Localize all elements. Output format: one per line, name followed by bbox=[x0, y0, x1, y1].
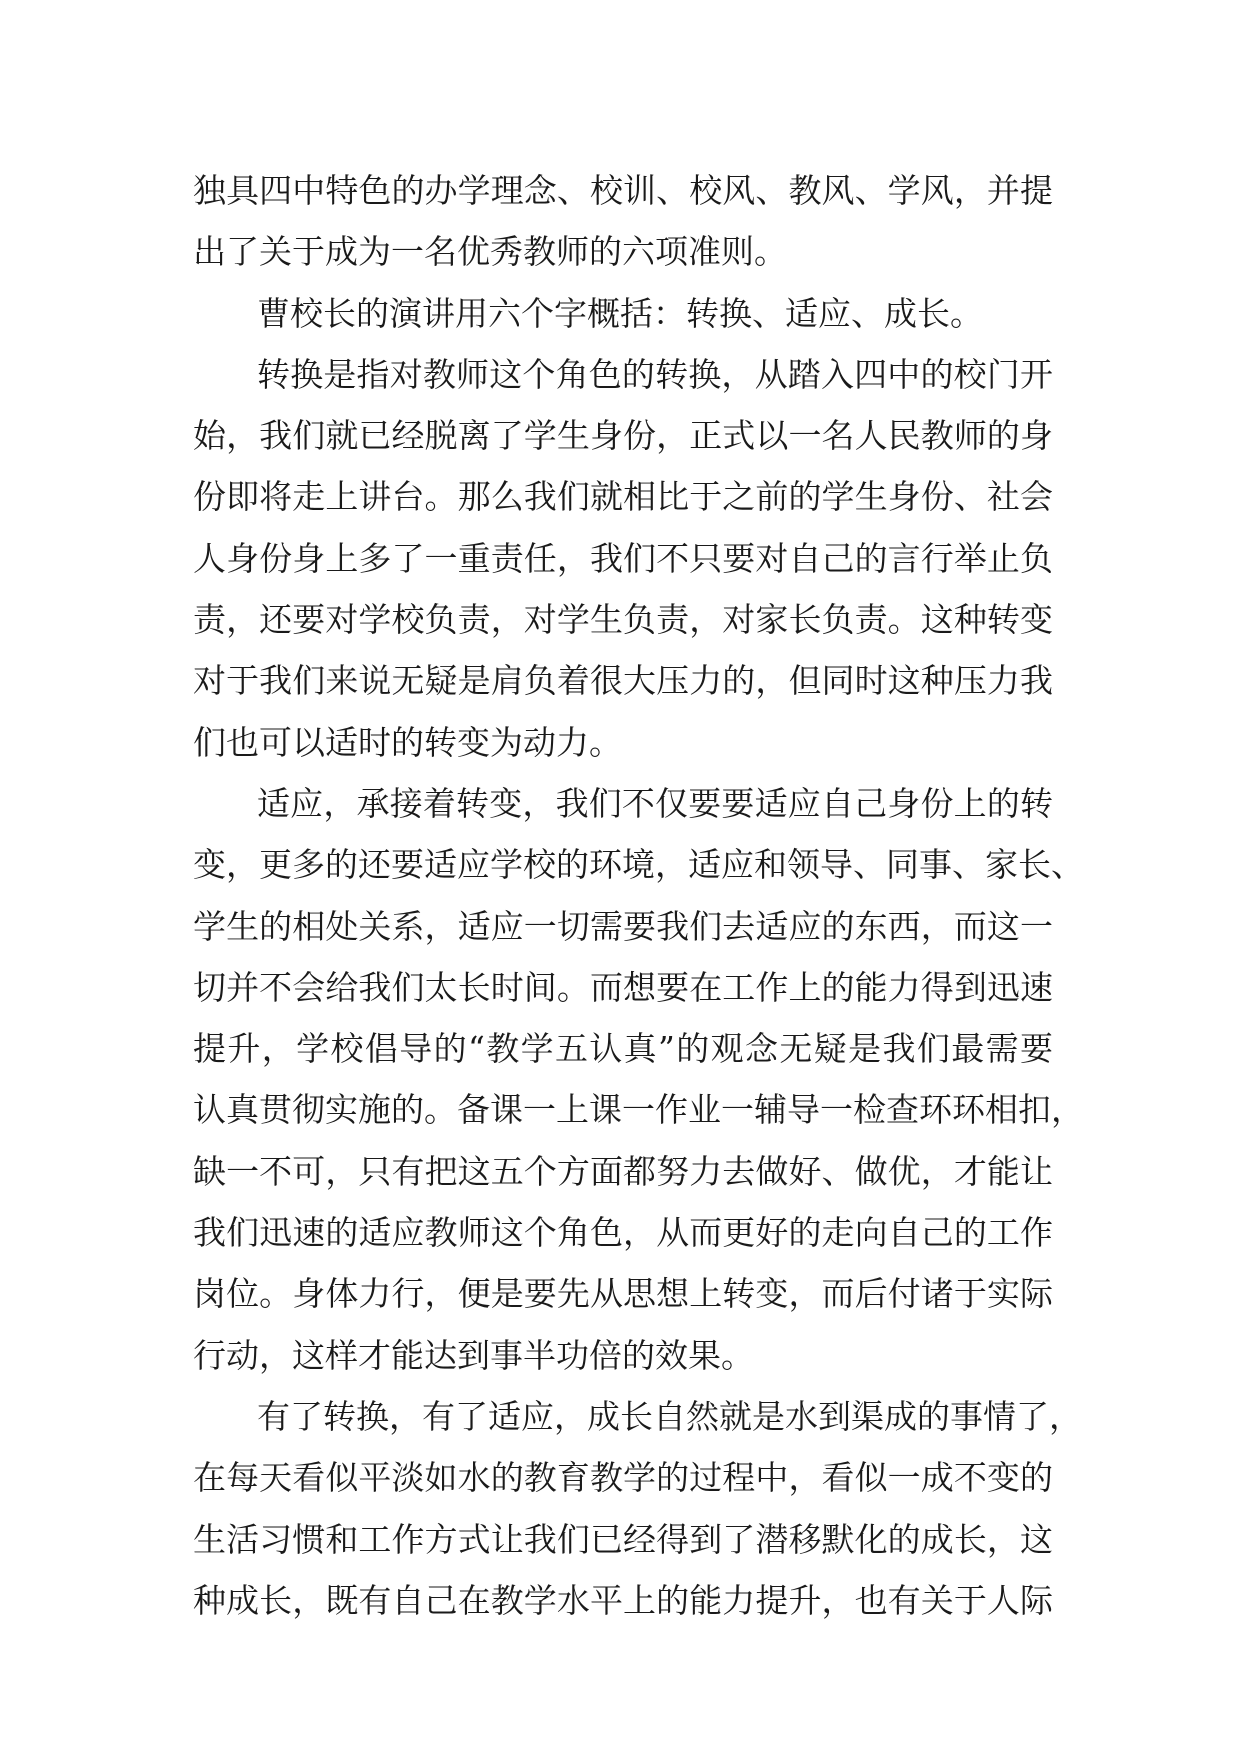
text-line: 独具四中特色的办学理念、校训、校风、教风、学风，并提 bbox=[193, 171, 1053, 210]
text-line: 切并不会给我们太长时间。而想要在工作上的能力得到迅速 bbox=[193, 967, 1053, 1007]
text-line: 学生的相处关系，适应一切需要我们去适应的东西，而这一 bbox=[193, 906, 1053, 946]
text-line: 份即将走上讲台。那么我们就相比于之前的学生身份、社会 bbox=[193, 477, 1053, 517]
document-body bbox=[193, 160, 1084, 1631]
text-line: 缺一不可，只有把这五个方面都努力去做好、做优，才能让 bbox=[193, 1151, 1053, 1191]
text-line: 们也可以适时的转变为动力。 bbox=[193, 722, 622, 762]
paragraph-summary bbox=[193, 283, 1053, 344]
text-line: 出了关于成为一名优秀教师的六项准则。 bbox=[193, 232, 787, 272]
paragraph-growth bbox=[193, 1386, 1082, 1631]
paragraph-conversion bbox=[193, 344, 1053, 773]
text-line: 提升，学校倡导的“教学五认真”的观念无疑是我们最需要 bbox=[193, 1029, 1053, 1069]
text-line: 变，更多的还要适应学校的环境，适应和领导、同事、家长、 bbox=[193, 845, 1084, 885]
text-line: 生活习惯和工作方式让我们已经得到了潜移默化的成长，这 bbox=[193, 1519, 1053, 1559]
paragraph-intro-continued bbox=[193, 160, 1053, 283]
text-line: 在每天看似平淡如水的教育教学的过程中，看似一成不变的 bbox=[193, 1458, 1053, 1498]
text-line: 有了转换，有了适应，成长自然就是水到渠成的事情了， bbox=[257, 1396, 1082, 1436]
text-line: 人身份身上多了一重责任，我们不只要对自己的言行举止负 bbox=[193, 538, 1053, 578]
text-line: 行动，这样才能达到事半功倍的效果。 bbox=[193, 1335, 754, 1375]
text-line: 认真贯彻实施的。备课一上课一作业一辅导一检查环环相扣， bbox=[193, 1090, 1084, 1130]
text-line: 适应，承接着转变，我们不仅要要适应自己身份上的转 bbox=[257, 783, 1053, 823]
text-line: 种成长，既有自己在教学水平上的能力提升，也有关于人际 bbox=[193, 1580, 1053, 1620]
text-line: 曹校长的演讲用六个字概括：转换、适应、成长。 bbox=[257, 293, 983, 333]
text-line: 始，我们就已经脱离了学生身份，正式以一名人民教师的身 bbox=[193, 416, 1053, 456]
text-line: 转换是指对教师这个角色的转换，从踏入四中的校门开 bbox=[257, 354, 1053, 394]
text-line: 对于我们来说无疑是肩负着很大压力的，但同时这种压力我 bbox=[193, 661, 1053, 701]
text-line: 岗位。身体力行，便是要先从思想上转变，而后付诸于实际 bbox=[193, 1274, 1053, 1314]
text-line: 我们迅速的适应教师这个角色，从而更好的走向自己的工作 bbox=[193, 1213, 1053, 1253]
text-line: 责，还要对学校负责，对学生负责，对家长负责。这种转变 bbox=[193, 600, 1053, 640]
paragraph-adaptation bbox=[193, 773, 1084, 1386]
